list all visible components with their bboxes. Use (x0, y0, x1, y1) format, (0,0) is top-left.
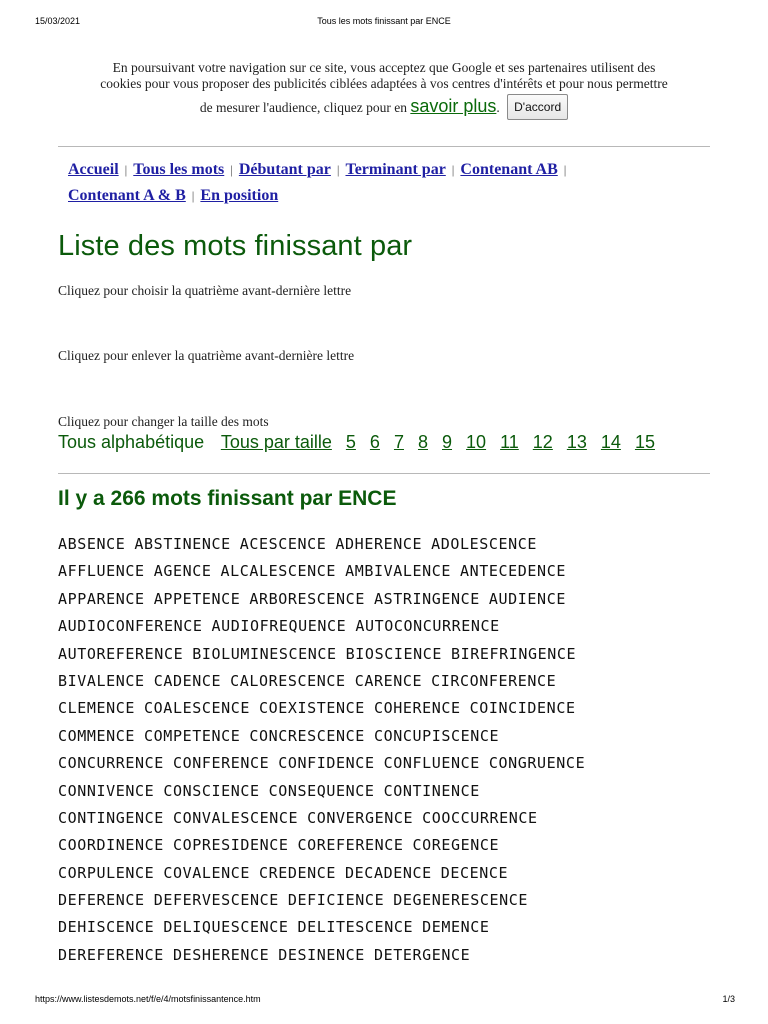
filter-size-5[interactable]: 5 (345, 432, 356, 452)
word-item: BIOLUMINESCENCE (192, 644, 337, 663)
filter-all-by-size[interactable]: Tous par taille (220, 432, 332, 452)
nav-terminant-par[interactable]: Terminant par (345, 161, 446, 178)
accept-cookies-button[interactable]: D'accord (507, 94, 568, 120)
divider (58, 473, 710, 474)
word-item: AUDIENCE (488, 589, 566, 608)
print-url: https://www.listesdemots.net/f/e/4/motsfinissantence.htm (35, 994, 261, 1004)
nav-separator: | (336, 162, 340, 177)
learn-more-link[interactable]: savoir plus (410, 96, 497, 116)
word-row (58, 641, 718, 668)
word-item: CONCRESCENCE (249, 726, 365, 745)
word-item: AFFLUENCE (58, 562, 145, 581)
word-item: COMPETENCE (144, 726, 241, 745)
word-item: CIRCONFERENCE (431, 671, 557, 690)
word-item: COALESCENCE (144, 699, 250, 718)
word-item: BIOSCIENCE (345, 644, 442, 663)
filter-size-7[interactable]: 7 (393, 432, 404, 452)
divider (58, 146, 710, 147)
word-item: DELITESCENCE (297, 918, 414, 937)
word-item: ARBORESCENCE (249, 589, 365, 608)
word-item: COREGENCE (412, 836, 500, 855)
print-header (0, 16, 768, 30)
word-row (58, 887, 718, 914)
word-item: CONGRUENCE (488, 754, 586, 773)
word-item: DEGENERESCENCE (393, 891, 529, 910)
word-item: DETERGENCE (373, 945, 471, 964)
word-item: DECENCE (440, 863, 509, 882)
word-item: AUDIOCONFERENCE (58, 617, 203, 636)
size-filter-bar (58, 432, 664, 453)
nav-accueil[interactable]: Accueil (68, 161, 119, 178)
page-title: Liste des mots finissant par (58, 230, 413, 262)
word-item: CONFERENCE (172, 754, 270, 773)
word-item: CONTINENCE (383, 781, 480, 800)
result-count-heading: Il y a 266 mots finissant par ENCE (58, 487, 397, 510)
word-row (58, 695, 718, 722)
word-item: DELIQUESCENCE (163, 918, 289, 937)
word-item: CONVALESCENCE (172, 808, 299, 827)
word-row (58, 750, 718, 777)
print-title: Tous les mots finissant par ENCE (317, 16, 451, 26)
nav-separator: | (563, 162, 567, 177)
filter-size-15[interactable]: 15 (634, 432, 655, 452)
nav-contenant-ab[interactable]: Contenant AB (460, 161, 558, 178)
word-row (58, 778, 718, 805)
filter-size-8[interactable]: 8 (417, 432, 428, 452)
hint-remove-letter: Cliquez pour enlever la quatrième avant-dernière lettre (58, 348, 355, 363)
filter-size-11[interactable]: 11 (500, 432, 519, 452)
nav-separator: | (191, 188, 195, 203)
nav-debutant-par[interactable]: Débutant par (238, 161, 331, 178)
nav-separator: | (451, 162, 455, 177)
word-row (58, 860, 718, 887)
word-item: AUDIOFREQUENCE (211, 617, 347, 636)
word-item: COREFERENCE (297, 836, 404, 855)
hint-choose-letter: Cliquez pour choisir la quatrième avant-dernière lettre (58, 283, 352, 298)
word-item: COPRESIDENCE (172, 836, 289, 855)
word-item: CONSCIENCE (163, 781, 260, 800)
filter-size-14[interactable]: 14 (600, 432, 621, 452)
word-row (58, 942, 718, 969)
word-item: APPARENCE (58, 589, 145, 608)
print-date: 15/03/2021 (35, 16, 81, 26)
word-row (58, 586, 718, 613)
word-row (58, 668, 718, 695)
word-item: COVALENCE (163, 863, 250, 882)
word-item: COMMENCE (58, 726, 136, 745)
word-item: COINCIDENCE (469, 699, 576, 718)
cookie-text-suffix: . (496, 100, 500, 115)
word-row (58, 558, 718, 585)
cookie-banner (40, 60, 728, 120)
word-item: DEFERENCE (58, 891, 145, 910)
cookie-text-line3 (40, 94, 728, 120)
word-item: CONCUPISCENCE (373, 726, 500, 745)
cookie-text-line2: cookies pour vous proposer des publicités ciblées adaptées à vos centres d'intérêts et pour nous permettre (100, 76, 668, 91)
word-item: ASTRINGENCE (373, 589, 480, 608)
word-item: CONNIVENCE (58, 781, 155, 800)
word-item: BIVALENCE (58, 671, 145, 690)
filter-all-alphabetical: Tous alphabétique (58, 432, 205, 452)
word-item: CORPULENCE (58, 863, 155, 882)
nav-en-position[interactable]: En position (200, 187, 279, 204)
word-item: CONSEQUENCE (268, 781, 375, 800)
word-item: BIREFRINGENCE (450, 644, 577, 663)
word-list (58, 531, 718, 969)
word-item: ACESCENCE (239, 535, 327, 553)
word-item: CLEMENCE (58, 699, 136, 718)
filter-size-10[interactable]: 10 (466, 432, 487, 452)
filter-size-6[interactable]: 6 (369, 432, 380, 452)
word-row (58, 914, 718, 941)
word-row (58, 832, 718, 859)
word-item: ANTECEDENCE (460, 562, 566, 581)
word-item: DEMENCE (422, 918, 490, 937)
nav-separator: | (230, 162, 233, 177)
word-row (58, 613, 718, 640)
word-item: DEREFERENCE (58, 945, 164, 964)
word-row (58, 531, 718, 558)
word-item: CONFLUENCE (383, 754, 480, 773)
word-item: AGENCE (153, 562, 212, 581)
word-item: DESHERENCE (172, 945, 270, 964)
word-item: CONFIDENCE (278, 754, 375, 773)
word-item: CONTINGENCE (58, 808, 164, 827)
main-nav (68, 157, 668, 209)
word-item: ABSTINENCE (134, 535, 231, 553)
word-item: DECADENCE (345, 863, 432, 882)
word-item: CADENCE (153, 671, 222, 690)
word-item: COOCCURRENCE (422, 808, 538, 827)
nav-separator: | (124, 162, 128, 177)
word-item: CARENCE (354, 671, 423, 690)
word-item: AMBIVALENCE (345, 562, 452, 581)
word-item: AUTOREFERENCE (58, 644, 184, 663)
hint-change-size: Cliquez pour changer la taille des mots (58, 414, 269, 429)
word-item: DEFERVESCENCE (153, 891, 279, 910)
nav-contenant-a-et-b[interactable]: Contenant A & B (68, 187, 186, 204)
word-item: COHERENCE (373, 699, 461, 718)
word-item: CREDENCE (259, 863, 337, 882)
word-item: CALORESCENCE (230, 671, 346, 690)
word-item: ADHERENCE (335, 535, 423, 553)
word-item: CONCURRENCE (58, 754, 164, 773)
nav-tous-les-mots[interactable]: Tous les mots (133, 161, 225, 178)
word-item: CONVERGENCE (307, 808, 414, 827)
word-item: DEHISCENCE (58, 918, 155, 937)
cookie-text-prefix: de mesurer l'audience, cliquez pour en (199, 100, 407, 115)
filter-size-13[interactable]: 13 (566, 432, 587, 452)
word-item: DESINENCE (278, 945, 365, 964)
word-item: COORDINENCE (58, 836, 164, 855)
word-item: ADOLESCENCE (431, 535, 538, 553)
word-item: COEXISTENCE (259, 699, 365, 718)
filter-size-12[interactable]: 12 (532, 432, 553, 452)
cookie-text-line1: En poursuivant votre navigation sur ce site, vous acceptez que Google et ses partenaires utilisent des (112, 60, 656, 75)
word-item: ALCALESCENCE (220, 562, 337, 581)
word-item: APPETENCE (153, 589, 241, 608)
word-row (58, 723, 718, 750)
word-item: ABSENCE (58, 535, 126, 553)
print-page-number: 1/3 (722, 994, 735, 1004)
word-item: DEFICIENCE (287, 891, 385, 910)
word-item: AUTOCONCURRENCE (355, 617, 500, 636)
word-row (58, 805, 718, 832)
filter-size-9[interactable]: 9 (442, 432, 453, 452)
